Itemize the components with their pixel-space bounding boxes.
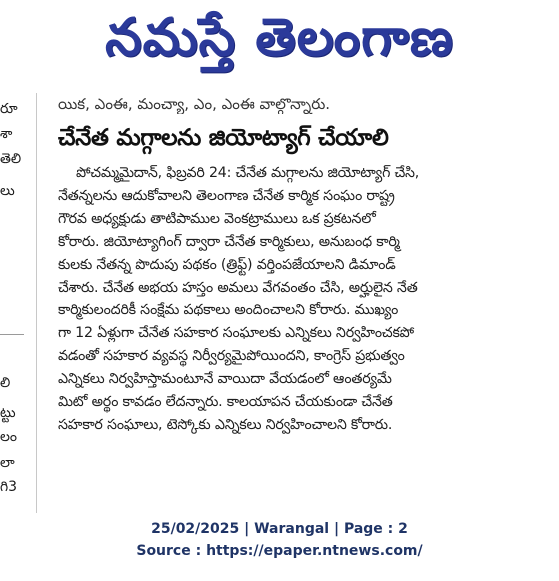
article-line: వడంతో సహకార వ్యవస్థ నిర్వీర్యమైపోయిందని, కాంగ్రెస్ ప్రభుత్వం bbox=[58, 348, 405, 365]
article-line: మిటో అర్థం కావడం లేదన్నారు. కాలయాపన చేయకుండా చేనేత bbox=[58, 394, 393, 411]
article-line: చేశారు. చేనేత అభయ హస్తం అమలు వేగవంతం చేసి, అర్హులైన నేత bbox=[58, 279, 418, 296]
left-fragment: రూ bbox=[0, 101, 18, 117]
source-link[interactable]: Source : https://epaper.ntnews.com/ bbox=[136, 543, 423, 559]
page-footer bbox=[0, 518, 559, 562]
left-fragment: గి3 bbox=[0, 479, 18, 495]
edition-info: 25/02/2025 | Warangal | Page : 2 bbox=[151, 521, 408, 537]
left-fragment: లి bbox=[0, 375, 11, 391]
left-fragment: ట్టు bbox=[0, 405, 16, 421]
article-line: గా 12 ఏళ్లుగా చేనేత సహకార సంఘాలకు ఎన్నికలు నిర్వహించకపో bbox=[58, 325, 414, 342]
masthead bbox=[40, 2, 519, 74]
article-line: ఎన్నికలు నిర్వహిస్తామంటూనే వాయిదా వేయడంలో ఆంతర్యమే bbox=[58, 371, 392, 388]
left-divider bbox=[0, 334, 24, 335]
article-line: సహకార సంఘాలు, టెస్కోకు ఎన్నికలు నిర్వహించాలని కోరారు. bbox=[58, 416, 393, 433]
left-fragment: తెలి bbox=[0, 151, 22, 167]
masthead-title: నమస్తే తెలంగాణ bbox=[105, 8, 454, 68]
left-fragment: లం bbox=[0, 429, 18, 445]
left-fragment: శా bbox=[0, 126, 13, 142]
article-line: కార్మికులందరికీ సంక్షేమ పథకాలు అందించాలని కోరారు. ముఖ్యం bbox=[58, 302, 399, 319]
article-line: నేతన్నలను ఆదుకోవాలని తెలంగాణ చేనేత కార్మిక సంఘం రాష్ట్ర bbox=[58, 187, 395, 204]
column-divider bbox=[36, 93, 37, 513]
article-line: పోచమ్మమైదాన్, ఫిబ్రవరి 24: చేనేత మగ్గాలను జియోట్యాగ్ చేసి, bbox=[76, 165, 420, 181]
article-line: కులకు నేతన్న పొదుపు పథకం (త్రిఫ్ట్) వర్తింపజేయాలని డిమాండ్ bbox=[58, 256, 396, 273]
article-line: గౌరవ అధ్యక్షుడు తాటిపాముల వెంకట్రాములు ఒక ప్రకటనలో bbox=[58, 210, 376, 227]
left-fragment: లా bbox=[0, 455, 15, 471]
previous-article-tail: యిక, ఎంఈ, మంచ్యా, ఎం, ఎంఈ వాల్గొన్నారు. bbox=[58, 95, 331, 113]
adjacent-column-fragment bbox=[0, 93, 32, 513]
article-headline: చేనేత మగ్గాలను జియోట్యాగ్ చేయాలి bbox=[58, 125, 389, 151]
left-fragment: లు bbox=[0, 183, 15, 199]
article-line: కోరారు. జియోట్యాగింగ్ ద్వారా చేనేత కార్మికులు, అనుబంధ కార్మి bbox=[58, 233, 400, 250]
article-body bbox=[58, 162, 504, 437]
